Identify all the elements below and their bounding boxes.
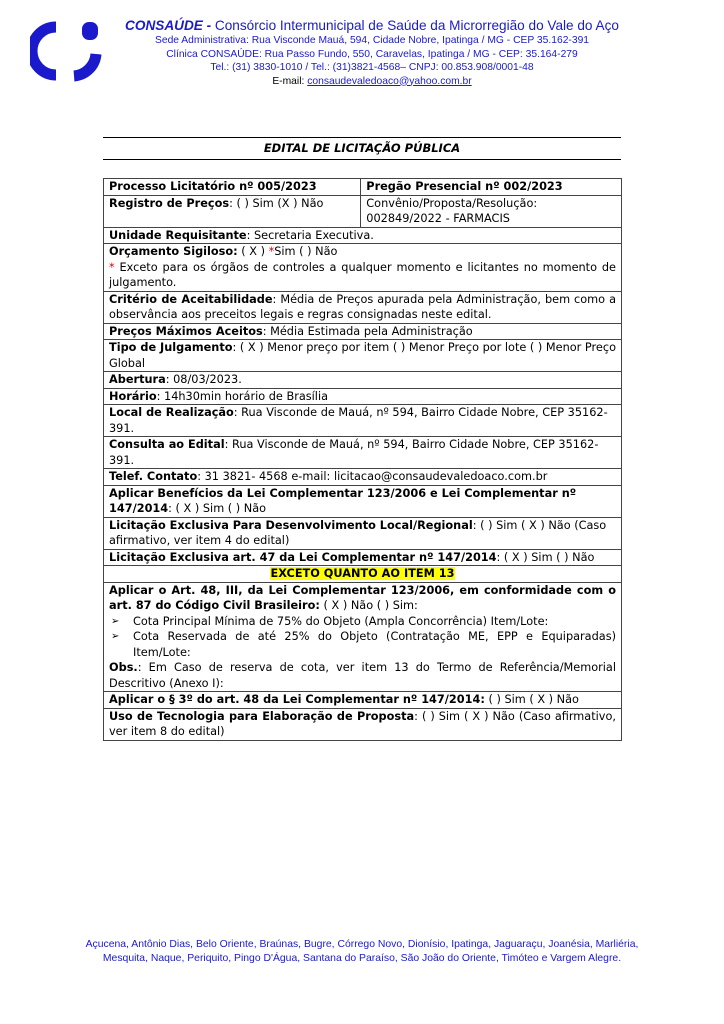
- abertura-cell: Abertura: 08/03/2023.: [104, 372, 622, 389]
- consaude-logo-icon: [30, 20, 102, 82]
- precos-cell: Preços Máximos Aceitos: Média Estimada pela Administração: [104, 323, 622, 340]
- table-row: [104, 340, 622, 372]
- table-row: [104, 437, 622, 469]
- table-row: [104, 291, 622, 323]
- table-row: [104, 708, 622, 740]
- highlight-exceto: EXCETO QUANTO AO ITEM 13: [270, 567, 455, 580]
- document-title: EDITAL DE LICITAÇÃO PÚBLICA: [263, 141, 461, 155]
- table-row: [104, 566, 622, 583]
- unidade-cell: Unidade Requisitante: Secretaria Executiva.: [104, 227, 622, 244]
- address-sede: Sede Administrativa: Rua Visconde Mauá, 594, Cidade Nobre, Ipatinga / MG - CEP 35.162-391: [154, 35, 590, 46]
- phone-cnpj: Tel.: (31) 3830-1010 / Tel.: (31)3821-4568– CNPJ: 00.853.908/0001-48: [210, 62, 534, 73]
- table-row: [104, 549, 622, 566]
- consulta-cell: Consulta ao Edital: Rua Visconde de Mauá, nº 594, Bairro Cidade Nobre, CEP 35162-391.: [104, 437, 622, 469]
- table-row: [104, 323, 622, 340]
- exclusiva-47-cell: Licitação Exclusiva art. 47 da Lei Complementar nº 147/2014: ( X ) Sim ( ) Não: [104, 549, 622, 566]
- table-row: [104, 388, 622, 405]
- table-row: [104, 195, 622, 227]
- table-row: [104, 517, 622, 549]
- list-item: ➢ Cota Reservada de até 25% do Objeto (Contratação ME, EPP e Equiparadas) Item/Lote:: [111, 630, 616, 659]
- address-clinica: Clínica CONSAÚDE: Rua Passo Fundo, 550, Caravelas, Ipatinga / MG - CEP: 35.164-279: [166, 48, 578, 60]
- table-row: [104, 372, 622, 389]
- convenio-cell: Convênio/Proposta/Resolução: 002849/2022 - FARMACIS: [361, 195, 622, 227]
- art48-cell: Aplicar o Art. 48, III, da Lei Complementar 123/2006, em conformidade com o art. 87 do Código Civil Brasileiro: ( X ) Não ( ) Sim: ➢ Cota Principal Mínima de 75% do Objeto (Ampla Concorrência) Item/Lote: ➢ Cota Reservada de até 25% do Objeto (Contratação ME, EPP e Equiparadas) Item/Lote: Obs.: Em Caso de reserva de cota, ver item 13 do Termo de Referência/Memorial Descritivo (Anexo I):: [104, 582, 622, 692]
- table-row: [104, 244, 622, 292]
- table-row: [104, 405, 622, 437]
- email-link[interactable]: consaudevaledoaco@yahoo.com.br: [307, 75, 472, 87]
- tecnologia-cell: Uso de Tecnologia para Elaboração de Proposta: ( ) Sim ( X ) Não (Caso afirmativo, ver item 8 do edital): [104, 708, 622, 740]
- tipo-julgamento-cell: Tipo de Julgamento: ( X ) Menor preço por item ( ) Menor Preço por lote ( ) Menor Preço Global: [104, 340, 622, 372]
- arrow-bullet-icon: ➢: [111, 631, 120, 642]
- processo-cell: Processo Licitatório nº 005/2023: [104, 179, 361, 196]
- footer-municipalities: Açucena, Antônio Dias, Belo Oriente, Braúnas, Bugre, Córrego Novo, Dionísio, Ipatinga, Jaguaraçu, Joanésia, Marliéria, Mesquita, Naque, Periquito, Pingo D'Água, Santana do Paraíso, São João do Oriente, Timóteo e Vargem Alegre.: [85, 939, 639, 964]
- exclusiva-local-cell: Licitação Exclusiva Para Desenvolvimento Local/Regional: ( ) Sim ( X ) Não (Caso afirmativo, ver item 4 do edital): [104, 517, 622, 549]
- letterhead: [112, 17, 632, 88]
- table-row: [104, 485, 622, 517]
- edital-summary-table: [103, 178, 622, 741]
- beneficios-cell: Aplicar Benefícios da Lei Complementar 123/2006 e Lei Complementar nº 147/2014: ( X ) Sim ( ) Não: [104, 485, 622, 517]
- pregao-cell: Pregão Presencial nº 002/2023: [361, 179, 622, 196]
- list-item: ➢ Cota Principal Mínima de 75% do Objeto (Ampla Concorrência) Item/Lote:: [111, 614, 549, 628]
- table-row: [104, 582, 622, 692]
- org-name: CONSAÚDE - Consórcio Intermunicipal de Saúde da Microrregião do Vale do Aço: [125, 18, 619, 33]
- arrow-bullet-icon: ➢: [111, 615, 120, 627]
- table-row: [104, 227, 622, 244]
- paragrafo3-cell: Aplicar o § 3º do art. 48 da Lei Complementar nº 147/2014: ( ) Sim ( X ) Não: [104, 692, 622, 709]
- title-bar: [103, 137, 621, 160]
- criterio-cell: Critério de Aceitabilidade: Média de Preços apurada pela Administração, bem como a observância aos preceitos legais e regras consignadas neste edital.: [104, 291, 622, 323]
- orcamento-cell: Orçamento Sigiloso: ( X ) *Sim ( ) Não * Exceto para os órgãos de controles a qualquer momento e licitantes no momento de julgamento.: [104, 244, 622, 292]
- table-row: [104, 179, 622, 196]
- registro-cell: Registro de Preços: ( ) Sim (X ) Não: [104, 195, 361, 227]
- email-line: E-mail: consaudevaledoaco@yahoo.com.br: [272, 75, 472, 87]
- table-row: [104, 692, 622, 709]
- table-row: [104, 469, 622, 486]
- horario-cell: Horário: 14h30min horário de Brasília: [104, 388, 622, 405]
- local-cell: Local de Realização: Rua Visconde de Mauá, nº 594, Bairro Cidade Nobre, CEP 35162-391.: [104, 405, 622, 437]
- telefone-cell: Telef. Contato: 31 3821- 4568 e-mail: licitacao@consaudevaledoaco.com.br: [104, 469, 622, 486]
- exceto-item-13-cell: [104, 566, 622, 583]
